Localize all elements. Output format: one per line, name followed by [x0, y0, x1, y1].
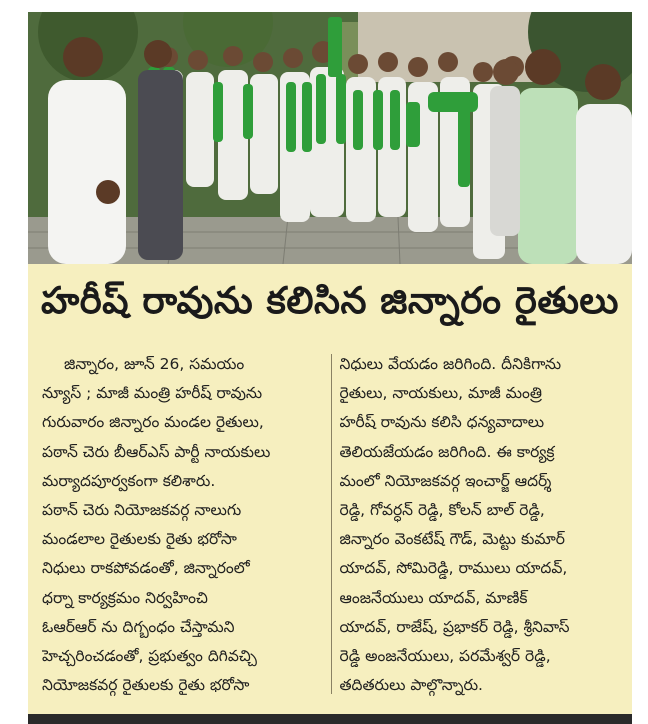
body-line: న్యూస్ ; మాజీ మంత్రి హరీష్ రావును	[42, 384, 263, 403]
group-photo-illustration	[28, 12, 632, 264]
body-line: పఠాన్ చెరు బీఆర్ఎస్ పార్టీ నాయకులు	[42, 442, 271, 461]
body-line: గురువారం జిన్నారం మండల రైతులు,	[42, 413, 264, 432]
body-line: ఓఆర్ఆర్ ను దిగ్బంధం చేస్తామని	[42, 617, 235, 636]
article-column-right	[338, 350, 623, 706]
article-body	[42, 350, 622, 706]
body-line: హరీష్ రావును కలిసి ధన్యవాదాలు	[339, 413, 545, 432]
body-line: రెడ్డి, గోవర్ధన్ రెడ్డి, కోలన్ బాల్ రెడ్డి,	[339, 501, 545, 520]
body-line: యాదవ్, రాజేష్, ప్రభాకర్ రెడ్డి, శ్రీనివాస్	[339, 617, 570, 636]
article-column-left	[42, 350, 325, 706]
column-divider	[331, 354, 332, 694]
body-line: తెలియజేయడం జరిగింది. ఈ కార్యక్ర	[339, 442, 555, 461]
body-line: నిధులు రాకపోవడంతో, జిన్నారంలో	[42, 559, 250, 578]
body-line: మండలాల రైతులకు రైతు భరోసా	[42, 530, 237, 549]
body-line: ఆంజనేయులు యాదవ్, మాణిక్	[339, 588, 528, 607]
body-line: ధర్నా కార్యక్రమం నిర్వహించి	[42, 588, 208, 607]
body-line: మంలో నియోజకవర్గ ఇంచార్జ్ ఆదర్శ్	[339, 471, 552, 490]
body-line: నియోజకవర్గ రైతులకు రైతు భరోసా	[42, 676, 250, 695]
group-photo	[28, 12, 632, 264]
body-line: యాదవ్, సోమిరెడ్డి, రాములు యాదవ్,	[339, 559, 568, 578]
body-line: తదితరులు పాల్గొన్నారు.	[339, 676, 483, 695]
body-line: పఠాన్ చెరు నియోజకవర్గ నాలుగు	[42, 501, 242, 520]
body-line: మర్యాదపూర్వకంగా కలిశారు.	[42, 471, 216, 490]
body-line: జిన్నారం, జూన్ 26, సమయం	[64, 355, 245, 373]
body-line: రెడ్డి అంజనేయులు, పరమేశ్వర్ రెడ్డి,	[339, 647, 551, 666]
article-headline: హరీష్ రావును కలిసిన జిన్నారం రైతులు	[41, 279, 619, 322]
body-line: జిన్నారం వెంకటేష్ గౌడ్, మెట్టు కుమార్	[339, 530, 565, 549]
news-clipping	[28, 12, 632, 724]
body-line: హెచ్చరించడంతో, ప్రభుత్వం దిగివచ్చి	[42, 647, 257, 666]
bottom-border	[28, 714, 632, 724]
body-line: రైతులు, నాయకులు, మాజీ మంత్రి	[339, 384, 543, 403]
body-line: నిధులు వేయడం జరిగింది. దీనికిగాను	[339, 355, 562, 373]
